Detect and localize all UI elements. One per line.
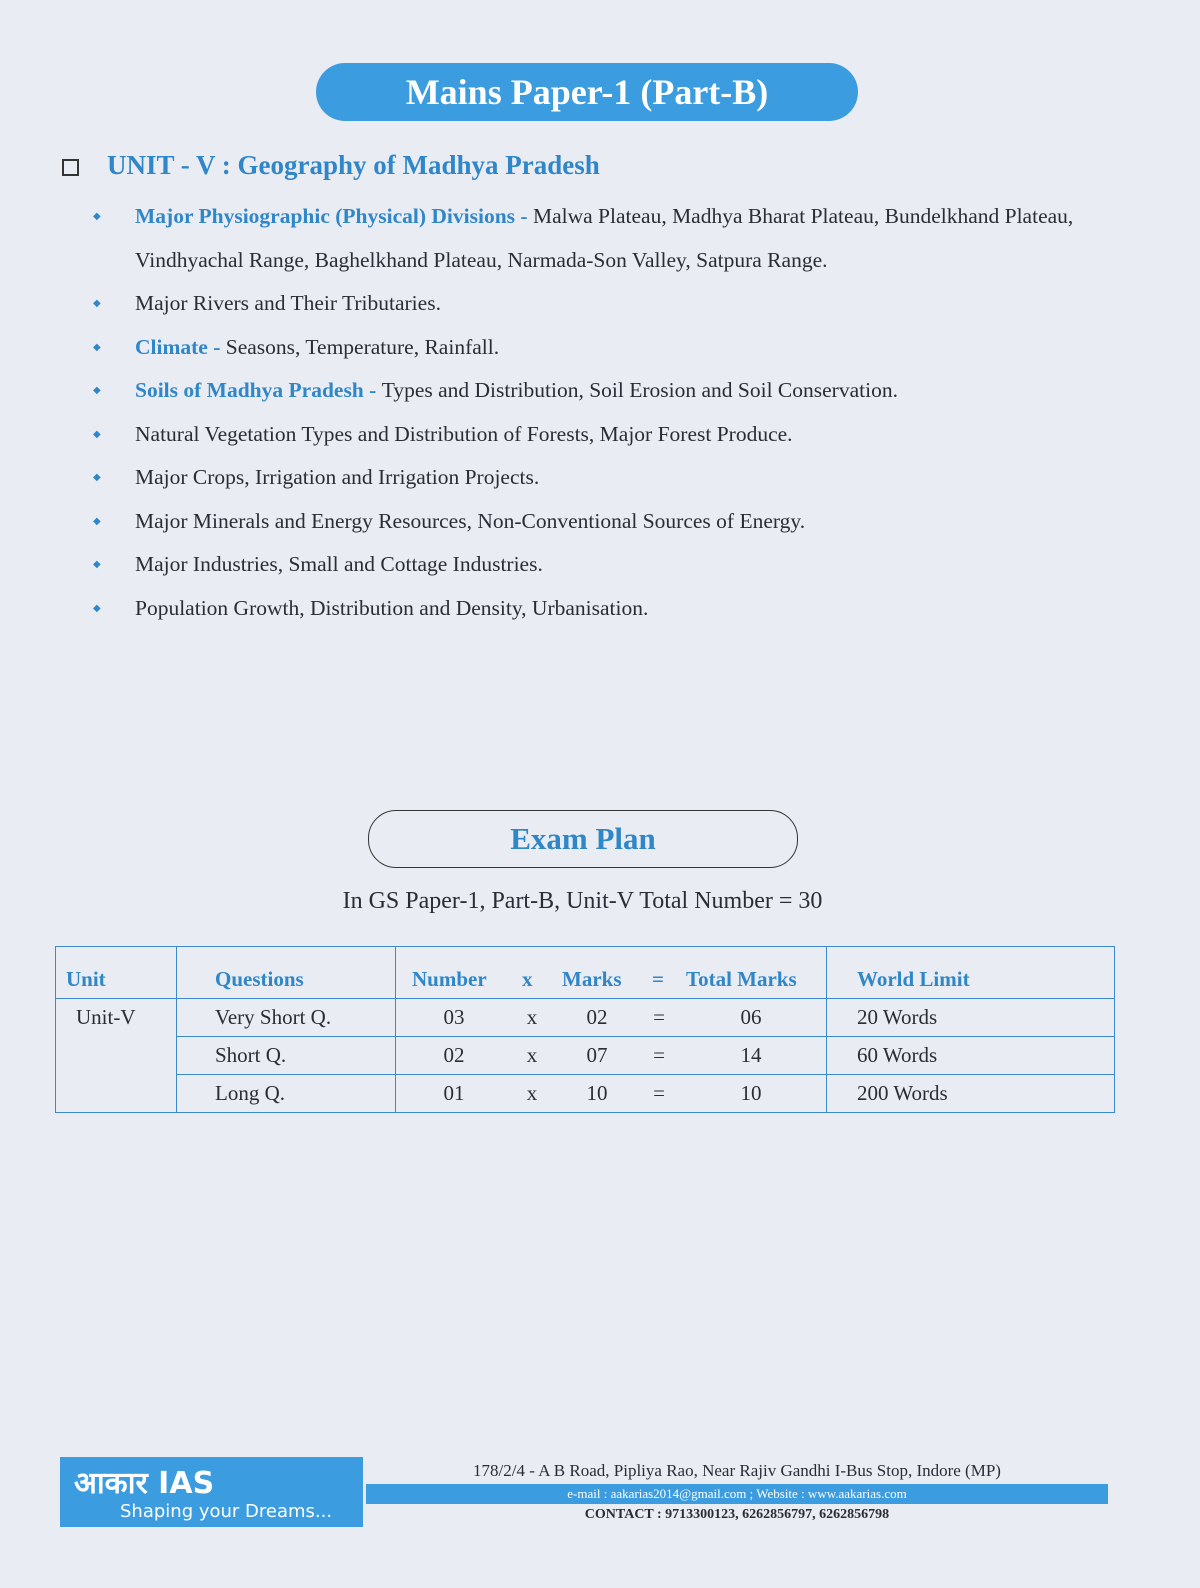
exam-plan-table (55, 946, 1115, 1113)
cell: 14 (676, 1037, 827, 1075)
cell: 10 (552, 1075, 642, 1113)
tagline: Shaping your Dreams... (120, 1501, 333, 1522)
cell: = (642, 1075, 676, 1113)
cell: = (642, 1037, 676, 1075)
list-item (90, 543, 1150, 587)
cell: Very Short Q. (177, 999, 396, 1037)
cell: Short Q. (177, 1037, 396, 1075)
cell: x (512, 999, 552, 1037)
col-questions: Questions (177, 947, 396, 999)
item-text: Malwa Plateau, Madhya Bharat Plateau, Bundelkhand Plateau, Vindhyachal Range, Baghelkhand Plateau, Narmada-Son Valley, Satpura Range. (135, 204, 1074, 272)
list-item (90, 326, 1150, 370)
checkbox-icon (62, 159, 79, 176)
cell: x (512, 1037, 552, 1075)
list-item (90, 413, 1150, 457)
cell: 02 (396, 1037, 513, 1075)
col-marks: Marks (562, 967, 622, 991)
cell: 60 Words (827, 1037, 1115, 1075)
exam-plan-heading: Exam Plan (368, 810, 798, 868)
table-row (56, 1037, 1115, 1075)
col-x: x (522, 967, 533, 991)
list-item (90, 369, 1150, 413)
logo-text: आकार IAS (74, 1466, 215, 1501)
col-word-limit: World Limit (827, 947, 1115, 999)
item-text: Major Crops, Irrigation and Irrigation Projects. (135, 465, 540, 489)
item-text: Population Growth, Distribution and Density, Urbanisation. (135, 595, 649, 620)
cell: 07 (552, 1037, 642, 1075)
item-text: Major Industries, Small and Cottage Industries. (135, 552, 543, 576)
list-item (90, 195, 1150, 282)
item-text: Major Rivers and Their Tributaries. (135, 291, 441, 315)
cell: = (642, 999, 676, 1037)
item-text: Types and Distribution, Soil Erosion and Soil Conservation. (381, 378, 898, 402)
item-text: Seasons, Temperature, Rainfall. (225, 334, 500, 359)
item-text: Natural Vegetation Types and Distribution of Forests, Major Forest Produce. (135, 421, 793, 446)
exam-plan-summary: In GS Paper-1, Part-B, Unit-V Total Number = 30 (342, 888, 823, 914)
logo (60, 1457, 363, 1527)
cell: 200 Words (827, 1075, 1115, 1113)
list-item (90, 587, 1150, 631)
footer (60, 1457, 1108, 1527)
unit-heading (62, 150, 600, 181)
contact: CONTACT : 9713300123, 6262856797, 6262856798 (584, 1507, 890, 1522)
list-item (90, 456, 1150, 500)
item-label: Major Physiographic (Physical) Divisions - (135, 204, 533, 228)
cell: 10 (676, 1075, 827, 1113)
table-row (56, 1075, 1115, 1113)
col-eq: = (652, 967, 664, 991)
col-total: Total Marks (686, 967, 797, 991)
cell: Long Q. (177, 1075, 396, 1113)
col-number: Number (396, 947, 513, 999)
cell: x (512, 1075, 552, 1113)
col-unit: Unit (66, 967, 106, 991)
email-website: e-mail : aakarias2014@gmail.com ; Website : www.aakarias.com (366, 1484, 1108, 1504)
cell: 02 (552, 999, 642, 1037)
item-label: Climate - (135, 334, 226, 359)
item-label: Soils of Madhya Pradesh - (135, 378, 382, 402)
table-row (56, 999, 1115, 1037)
unit-heading-text: UNIT - V : Geography of Madhya Pradesh (107, 150, 600, 180)
list-item (90, 282, 1150, 326)
page-title: Mains Paper-1 (Part-B) (316, 63, 858, 121)
cell-unit: Unit-V (56, 999, 177, 1113)
syllabus-list (90, 195, 1150, 630)
table-header (56, 947, 1115, 999)
cell: 06 (676, 999, 827, 1037)
cell: 20 Words (827, 999, 1115, 1037)
address: 178/2/4 - A B Road, Pipliya Rao, Near Rajiv Gandhi I-Bus Stop, Indore (MP) (473, 1461, 1001, 1480)
item-text: Major Minerals and Energy Resources, Non-Conventional Sources of Energy. (135, 508, 806, 533)
list-item (90, 500, 1150, 544)
cell: 03 (396, 999, 513, 1037)
cell: 01 (396, 1075, 513, 1113)
